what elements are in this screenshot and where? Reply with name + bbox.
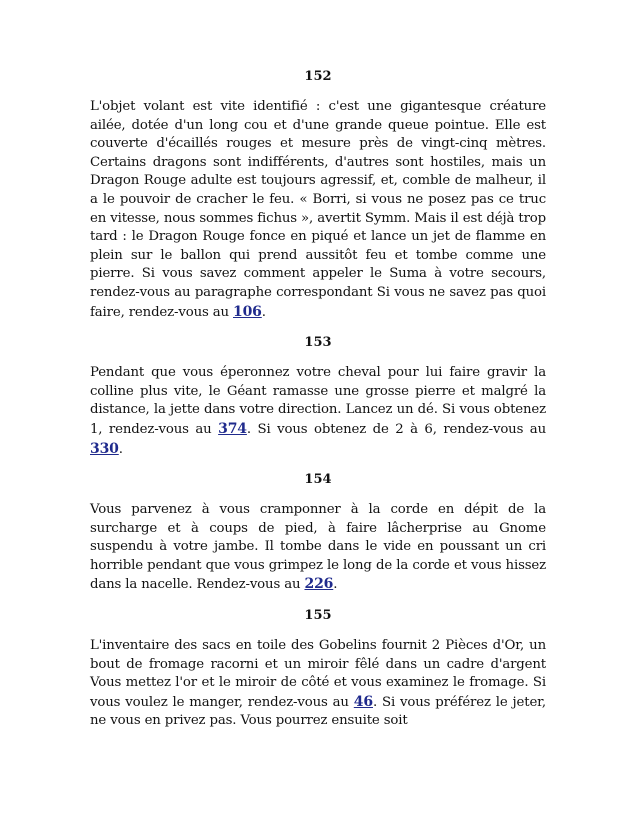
text-segment: . Si vous préférez le jeter, ne vous en privez pas. Vous pourrez ensuite soit — [90, 694, 546, 729]
paragraph-link-330[interactable]: 330 — [90, 440, 119, 457]
paragraph-link-374[interactable]: 374 — [218, 420, 247, 437]
paragraph-154 — [90, 471, 546, 595]
paragraph-text — [90, 501, 546, 595]
paragraph-155 — [90, 607, 546, 731]
paragraph-153 — [90, 334, 546, 459]
text-segment: L'inventaire des sacs en toile des Gobelins fournit 2 Pièces d'Or, un bout de fromage racorni et un miroir fêlé dans un cadre d'argent Vous mettez l'or et le miroir de côté et vous examinez le fromage. Si vous voulez le manger, rendez-vous au — [90, 638, 546, 710]
text-segment: . — [333, 577, 338, 593]
document-page — [90, 68, 546, 743]
text-segment: . — [118, 441, 123, 457]
paragraph-link-106[interactable]: 106 — [233, 303, 262, 320]
paragraph-text — [90, 98, 546, 322]
text-segment: L'objet volant est vite identifié : c'est une gigantesque créature ailée, dotée d'un long cou et d'une grande queue pointue. Elle est couverte d'écaillés rouges et mesure près de vingt-cinq mètres. Certains dragons sont indifférents, d'autres sont hostiles, mais un Dragon Rouge adulte est toujours agressif, et, comble de malheur, il a le pouvoir de cracher le feu. « Borri, si vous ne posez pas ce truc en vitesse, nous sommes fichus », avertit Symm. Mais il est déjà trop tard : le Dragon Rouge fonce en piqué et lance un jet de flamme en plein sur le ballon qui prend aussitôt feu et tombe comme une pierre. Si vous savez comment appeler le Suma à votre secours, rendez-vous au paragraphe correspondant Si vous ne savez pas quoi faire, rendez-vous au — [90, 99, 546, 320]
paragraph-link-46[interactable]: 46 — [353, 693, 373, 710]
paragraph-number: 152 — [304, 69, 332, 84]
paragraph-link-226[interactable]: 226 — [304, 576, 334, 593]
text-segment: Pendant que vous éperonnez votre cheval pour lui faire gravir la colline plus vite, le Géant ramasse une grosse pierre et malgré la distance, la jette dans votre direction. Lancez un dé. Si vous obtenez 1, rendez-vous au — [90, 365, 546, 437]
paragraph-text — [90, 364, 546, 459]
text-segment: . Si vous obtenez de 2 à 6, rendez-vous au — [246, 421, 546, 437]
paragraph-number: 155 — [304, 608, 332, 624]
paragraph-152 — [90, 68, 546, 322]
paragraph-number: 153 — [304, 335, 332, 351]
text-segment: . — [261, 304, 266, 320]
text-segment: Vous parvenez à vous cramponner à la corde en dépit de la surcharge et à coups de pied, à faire lâcherprise au Gnome suspendu à votre jambe. Il tombe dans le vide en poussant un cri horrible pendant que vous grimpez le long de la corde et vous hissez dans la nacelle. Rendez-vous au — [90, 502, 546, 593]
paragraph-text — [90, 637, 546, 731]
paragraph-number: 154 — [304, 472, 332, 488]
